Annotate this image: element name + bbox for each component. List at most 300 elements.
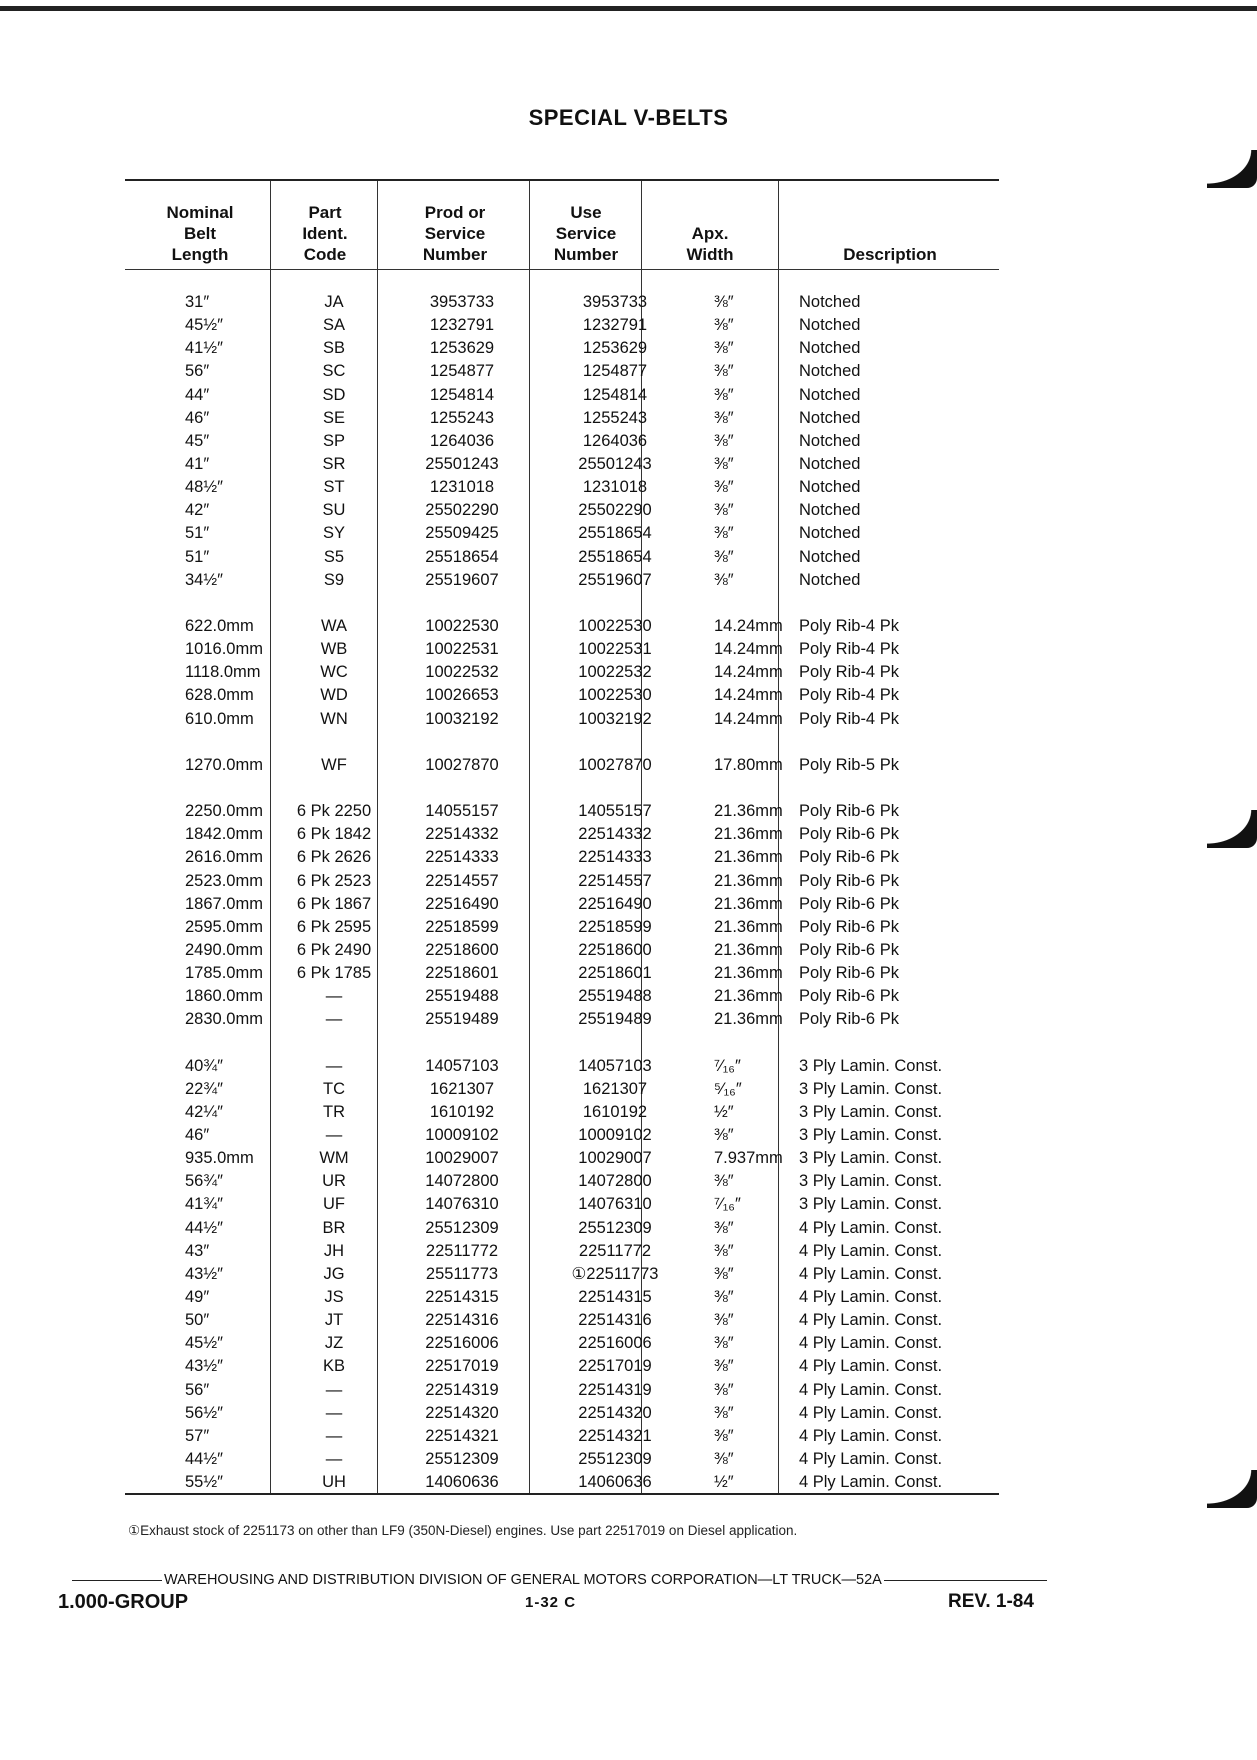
- prod-service-number-cell: 22514320: [425, 1403, 499, 1422]
- header-prod-service-number: Prod or Service Number: [422, 203, 488, 264]
- width-cell: 21.36mm: [714, 1010, 783, 1029]
- use-service-number-cell: 22514321: [578, 1426, 652, 1445]
- part-code-cell: JZ: [324, 1334, 344, 1353]
- description-cell: Notched: [799, 524, 861, 543]
- use-service-number-cell: 14057103: [578, 1056, 652, 1075]
- description-cell: Poly Rib-6 Pk: [799, 964, 899, 983]
- prod-service-number-cell: 1254814: [429, 385, 495, 404]
- description-cell: Poly Rib-6 Pk: [799, 848, 899, 867]
- use-service-number-cell: 1254814: [582, 385, 648, 404]
- part-code-cell: 6 Pk 2523: [296, 871, 372, 890]
- belt-length-cell: 51″: [185, 547, 210, 566]
- width-cell: ⅜″: [714, 1380, 734, 1399]
- part-code-cell: 6 Pk 2250: [296, 802, 372, 821]
- description-cell: Poly Rib-6 Pk: [799, 987, 899, 1006]
- belt-length-cell: 2523.0mm: [185, 871, 263, 890]
- group-spacer: [125, 592, 999, 615]
- part-code-cell: JG: [323, 1264, 345, 1283]
- belt-length-cell: 51″: [185, 524, 210, 543]
- width-cell: ⅜″: [714, 293, 734, 311]
- prod-service-number-cell: 10032192: [425, 709, 499, 728]
- prod-service-number-cell: 10029007: [425, 1149, 499, 1168]
- prod-service-number-cell: 10022532: [425, 663, 499, 682]
- prod-service-number-cell: 22518600: [425, 940, 499, 959]
- width-cell: ⅜″: [714, 431, 734, 450]
- belt-length-cell: 41½″: [185, 339, 223, 358]
- width-cell: 14.24mm: [714, 640, 783, 659]
- top-rule: [0, 6, 1257, 11]
- description-cell: Poly Rib-6 Pk: [799, 802, 899, 821]
- use-service-number-cell: 22516006: [578, 1334, 652, 1353]
- belt-length-cell: 45″: [185, 431, 210, 450]
- width-cell: ⅜″: [714, 478, 734, 497]
- table-row: [125, 1055, 999, 1078]
- description-cell: Poly Rib-4 Pk: [799, 709, 899, 728]
- width-cell: 14.24mm: [714, 686, 783, 705]
- width-cell: ⅜″: [714, 362, 734, 381]
- description-cell: 3 Ply Lamin. Const.: [799, 1195, 943, 1214]
- width-cell: ⅜″: [714, 316, 734, 335]
- table-row: [125, 893, 999, 916]
- table-row: [125, 407, 999, 430]
- width-cell: 21.36mm: [714, 848, 783, 867]
- table-row: [125, 314, 999, 337]
- width-cell: ⅜″: [714, 1241, 734, 1260]
- prod-service-number-cell: 22511772: [425, 1241, 499, 1260]
- width-cell: ⅜″: [714, 1403, 734, 1422]
- use-service-number-cell: 22514315: [578, 1288, 652, 1307]
- table-row: [125, 337, 999, 360]
- width-cell: ⅜″: [714, 408, 734, 427]
- prod-service-number-cell: 14055157: [425, 802, 499, 821]
- table-row: [125, 708, 999, 731]
- table-row: [125, 430, 999, 453]
- use-service-number-cell: 10027870: [578, 755, 652, 774]
- footer-rule-left: [72, 1580, 162, 1581]
- width-cell: ⅜″: [714, 524, 734, 543]
- table-row: [125, 1124, 999, 1147]
- width-cell: 21.36mm: [714, 987, 783, 1006]
- description-cell: Poly Rib-6 Pk: [799, 894, 899, 913]
- table-row: [125, 546, 999, 569]
- belt-length-cell: 2616.0mm: [185, 848, 263, 867]
- belt-length-cell: 48½″: [185, 478, 223, 497]
- use-service-number-cell: 25512309: [578, 1450, 652, 1469]
- width-cell: ⅜″: [714, 1172, 734, 1191]
- width-cell: 14.24mm: [714, 616, 783, 635]
- use-service-number-cell: 25512309: [578, 1218, 652, 1237]
- use-service-number-cell: 10029007: [578, 1149, 652, 1168]
- part-code-cell: —: [325, 1056, 343, 1075]
- description-cell: 3 Ply Lamin. Const.: [799, 1149, 943, 1168]
- description-cell: Poly Rib-6 Pk: [799, 917, 899, 936]
- prod-service-number-cell: 22518599: [425, 917, 499, 936]
- use-service-number-cell: 22514316: [578, 1311, 652, 1330]
- part-code-cell: WC: [320, 663, 348, 682]
- prod-service-number-cell: 22514332: [425, 825, 499, 844]
- belt-length-cell: 622.0mm: [185, 616, 254, 635]
- belt-length-cell: 31″: [185, 293, 210, 311]
- table-row: [125, 1448, 999, 1471]
- table-row: [125, 1309, 999, 1332]
- header-use-service-number: Use Service Number: [553, 203, 619, 264]
- description-cell: Notched: [799, 501, 861, 520]
- description-cell: 4 Ply Lamin. Const.: [799, 1473, 943, 1492]
- belt-length-cell: 2830.0mm: [185, 1010, 263, 1029]
- width-cell: ⅜″: [714, 501, 734, 520]
- prod-service-number-cell: 25511773: [425, 1264, 499, 1283]
- belt-length-cell: 42¼″: [185, 1102, 223, 1121]
- table-row: [125, 1217, 999, 1240]
- width-cell: ⅜″: [714, 1426, 734, 1445]
- part-code-cell: SY: [322, 524, 345, 543]
- description-cell: Notched: [799, 570, 861, 589]
- belt-length-cell: 50″: [185, 1311, 210, 1330]
- prod-service-number-cell: 1231018: [429, 478, 495, 497]
- table-row: [125, 522, 999, 545]
- table-row: [125, 1425, 999, 1448]
- part-code-cell: SC: [322, 362, 346, 381]
- table-row: [125, 916, 999, 939]
- table-row: [125, 846, 999, 869]
- belt-length-cell: 49″: [185, 1288, 210, 1307]
- prod-service-number-cell: 22514321: [425, 1426, 499, 1445]
- width-cell: ⅜″: [714, 385, 734, 404]
- belt-length-cell: 2250.0mm: [185, 802, 263, 821]
- part-code-cell: SE: [322, 408, 345, 427]
- use-service-number-cell: 10009102: [578, 1126, 652, 1145]
- description-cell: 4 Ply Lamin. Const.: [799, 1264, 943, 1283]
- table-row: [125, 1170, 999, 1193]
- part-code-cell: SD: [322, 385, 346, 404]
- belt-length-cell: 56¾″: [185, 1172, 223, 1191]
- part-code-cell: —: [325, 1403, 343, 1422]
- belt-length-cell: 628.0mm: [185, 686, 254, 705]
- use-service-number-cell: 14060636: [578, 1473, 652, 1492]
- binder-hole-middle: [1207, 810, 1257, 848]
- belt-length-cell: 57″: [185, 1426, 210, 1445]
- description-cell: Notched: [799, 431, 861, 450]
- description-cell: 4 Ply Lamin. Const.: [799, 1380, 943, 1399]
- table-row: [125, 985, 999, 1008]
- belt-length-cell: 46″: [185, 1126, 210, 1145]
- description-cell: 3 Ply Lamin. Const.: [799, 1172, 943, 1191]
- prod-service-number-cell: 1264036: [429, 431, 495, 450]
- part-code-cell: —: [325, 1126, 343, 1145]
- prod-service-number-cell: 1610192: [429, 1102, 495, 1121]
- prod-service-number-cell: 14072800: [425, 1172, 499, 1191]
- table-row: [125, 1332, 999, 1355]
- prod-service-number-cell: 1255243: [429, 408, 495, 427]
- footnote: ①Exhaust stock of 2251173 on other than LF9 (350N-Diesel) engines. Use part 22517019 on Diesel application.: [128, 1523, 798, 1538]
- prod-service-number-cell: 1621307: [429, 1079, 495, 1098]
- table-row: [125, 754, 999, 777]
- width-cell: ⅜″: [714, 1357, 734, 1376]
- prod-service-number-cell: 10022531: [425, 640, 499, 659]
- width-cell: ⅜″: [714, 1450, 734, 1469]
- belt-length-cell: 44″: [185, 385, 210, 404]
- use-service-number-cell: 22518601: [578, 964, 652, 983]
- prod-service-number-cell: 14076310: [425, 1195, 499, 1214]
- prod-service-number-cell: 25509425: [425, 524, 499, 543]
- group-label: 1.000-GROUP: [58, 1591, 189, 1613]
- part-code-cell: SR: [322, 454, 346, 473]
- prod-service-number-cell: 25519489: [425, 1010, 499, 1029]
- prod-service-number-cell: 22514333: [425, 848, 499, 867]
- table-row: [125, 1008, 999, 1031]
- width-cell: ⁵⁄₁₆″: [714, 1079, 742, 1098]
- width-cell: ⅜″: [714, 547, 734, 566]
- part-code-cell: 6 Pk 1785: [296, 964, 372, 983]
- part-code-cell: KB: [322, 1357, 345, 1376]
- use-service-number-cell: 1254877: [582, 362, 648, 381]
- part-code-cell: 6 Pk 2595: [296, 917, 372, 936]
- revision-label: REV. 1-84: [948, 1591, 1034, 1612]
- prod-service-number-cell: 3953733: [429, 293, 495, 311]
- use-service-number-cell: 25501243: [578, 454, 652, 473]
- use-service-number-cell: 14055157: [578, 802, 652, 821]
- table-row: [125, 1379, 999, 1402]
- belt-length-cell: 1270.0mm: [185, 755, 263, 774]
- description-cell: Poly Rib-5 Pk: [799, 755, 899, 774]
- description-cell: Notched: [799, 339, 861, 358]
- table-row: [125, 615, 999, 638]
- belt-length-cell: 2595.0mm: [185, 917, 263, 936]
- width-cell: 7.937mm: [714, 1149, 783, 1168]
- belt-length-cell: 41¾″: [185, 1195, 223, 1214]
- description-cell: 4 Ply Lamin. Const.: [799, 1218, 943, 1237]
- part-code-cell: SA: [322, 316, 345, 335]
- description-cell: Poly Rib-4 Pk: [799, 663, 899, 682]
- use-service-number-cell: 10022532: [578, 663, 652, 682]
- description-cell: Notched: [799, 478, 861, 497]
- belt-length-cell: 42″: [185, 501, 210, 520]
- table-row: [125, 453, 999, 476]
- width-cell: ⅜″: [714, 1311, 734, 1330]
- division-line: [72, 1572, 1047, 1588]
- part-code-cell: UF: [323, 1195, 345, 1214]
- part-code-cell: UR: [322, 1172, 346, 1191]
- prod-service-number-cell: 10027870: [425, 755, 499, 774]
- prod-service-number-cell: 14057103: [425, 1056, 499, 1075]
- table-row: [125, 1240, 999, 1263]
- part-code-cell: WA: [321, 616, 347, 635]
- width-cell: ½″: [714, 1473, 734, 1492]
- part-code-cell: —: [325, 987, 343, 1006]
- footer-rule-right: [884, 1580, 1047, 1581]
- description-cell: Poly Rib-4 Pk: [799, 616, 899, 635]
- description-cell: Poly Rib-6 Pk: [799, 940, 899, 959]
- table-row: [125, 1286, 999, 1309]
- width-cell: 21.36mm: [714, 894, 783, 913]
- part-code-cell: —: [325, 1010, 343, 1029]
- belt-length-cell: 44½″: [185, 1218, 223, 1237]
- belt-length-cell: 22¾″: [185, 1079, 223, 1098]
- part-code-cell: WM: [319, 1149, 349, 1168]
- width-cell: ⅜″: [714, 454, 734, 473]
- table-row: [125, 476, 999, 499]
- use-service-number-cell: 14072800: [578, 1172, 652, 1191]
- width-cell: ⅜″: [714, 570, 734, 589]
- binder-hole-top: [1207, 150, 1257, 188]
- description-cell: 3 Ply Lamin. Const.: [799, 1079, 943, 1098]
- belt-length-cell: 56½″: [185, 1403, 223, 1422]
- width-cell: 14.24mm: [714, 663, 783, 682]
- width-cell: ⁷⁄₁₆″: [714, 1195, 741, 1214]
- use-service-number-cell: 22514333: [578, 848, 652, 867]
- width-cell: ⅜″: [714, 339, 734, 358]
- part-code-cell: WF: [321, 755, 347, 774]
- part-code-cell: —: [325, 1380, 343, 1399]
- use-service-number-cell: 1231018: [582, 478, 648, 497]
- use-service-number-cell: 25502290: [578, 501, 652, 520]
- description-cell: Poly Rib-6 Pk: [799, 1010, 899, 1029]
- use-service-number-cell: 22518600: [578, 940, 652, 959]
- belt-length-cell: 56″: [185, 362, 210, 381]
- header-width: Apx. Width: [686, 224, 734, 264]
- description-cell: Notched: [799, 454, 861, 473]
- description-cell: Poly Rib-6 Pk: [799, 871, 899, 890]
- part-code-cell: 6 Pk 2626: [296, 848, 372, 867]
- prod-service-number-cell: 25519607: [425, 570, 499, 589]
- prod-service-number-cell: 22517019: [425, 1357, 499, 1376]
- prod-service-number-cell: 1232791: [429, 316, 495, 335]
- table-row: [125, 962, 999, 985]
- prod-service-number-cell: 22516006: [425, 1334, 499, 1353]
- belt-length-cell: 1785.0mm: [185, 964, 263, 983]
- width-cell: 17.80mm: [714, 755, 783, 774]
- belt-length-cell: 46″: [185, 408, 210, 427]
- part-code-cell: —: [325, 1450, 343, 1469]
- prod-service-number-cell: 22514316: [425, 1311, 499, 1330]
- use-service-number-cell: 1610192: [582, 1102, 648, 1121]
- width-cell: ⅜″: [714, 1218, 734, 1237]
- description-cell: Poly Rib-4 Pk: [799, 640, 899, 659]
- belt-length-cell: 2490.0mm: [185, 940, 263, 959]
- use-service-number-cell: 25519488: [578, 987, 652, 1006]
- prod-service-number-cell: 1253629: [429, 339, 495, 358]
- description-cell: 3 Ply Lamin. Const.: [799, 1102, 943, 1121]
- belt-length-cell: 43½″: [185, 1264, 223, 1283]
- table-row: [125, 800, 999, 823]
- use-service-number-cell: 1253629: [582, 339, 648, 358]
- width-cell: ⅜″: [714, 1288, 734, 1307]
- width-cell: ⅜″: [714, 1126, 734, 1145]
- use-service-number-cell: 10032192: [578, 709, 652, 728]
- use-service-number-cell: 22516490: [578, 894, 652, 913]
- use-service-number-cell: 25518654: [578, 524, 652, 543]
- table-row: [125, 1147, 999, 1170]
- description-cell: Notched: [799, 362, 861, 381]
- part-code-cell: JS: [324, 1288, 344, 1307]
- width-cell: 21.36mm: [714, 940, 783, 959]
- table-row: [125, 1355, 999, 1378]
- part-code-cell: UH: [322, 1473, 346, 1492]
- use-service-number-cell: 10022530: [578, 616, 652, 635]
- header-belt-length: Nominal Belt Length: [166, 203, 234, 264]
- table-row: [125, 1193, 999, 1216]
- table-body: [125, 291, 999, 1494]
- table-row: [125, 684, 999, 707]
- use-service-number-cell: 25519489: [578, 1010, 652, 1029]
- belt-length-cell: 1867.0mm: [185, 894, 263, 913]
- use-service-number-cell: ①22511773: [571, 1264, 659, 1283]
- group-spacer: [125, 777, 999, 800]
- prod-service-number-cell: 25518654: [425, 547, 499, 566]
- prod-service-number-cell: 25512309: [425, 1450, 499, 1469]
- width-cell: ⅜″: [714, 1264, 734, 1283]
- table-row: [125, 360, 999, 383]
- use-service-number-cell: 22518599: [578, 917, 652, 936]
- belt-length-cell: 1118.0mm: [185, 663, 261, 682]
- binder-hole-bottom: [1207, 1470, 1257, 1508]
- part-code-cell: JA: [324, 293, 344, 311]
- description-cell: 3 Ply Lamin. Const.: [799, 1126, 943, 1145]
- page-number: 1-32 C: [525, 1594, 577, 1611]
- part-code-cell: TR: [323, 1102, 345, 1121]
- width-cell: ½″: [714, 1102, 734, 1121]
- part-code-cell: S5: [323, 547, 345, 566]
- belt-length-cell: 55½″: [185, 1473, 223, 1492]
- division-text: WAREHOUSING AND DISTRIBUTION DIVISION OF GENERAL MOTORS CORPORATION—LT TRUCK—52A: [164, 1572, 882, 1588]
- belt-length-cell: 56″: [185, 1380, 210, 1399]
- table-row: [125, 939, 999, 962]
- belt-length-cell: 43½″: [185, 1357, 223, 1376]
- prod-service-number-cell: 10026653: [425, 686, 499, 705]
- part-code-cell: SU: [322, 501, 346, 520]
- description-cell: 4 Ply Lamin. Const.: [799, 1426, 943, 1445]
- description-cell: 4 Ply Lamin. Const.: [799, 1334, 943, 1353]
- belt-length-cell: 1842.0mm: [185, 825, 263, 844]
- belt-length-cell: 1860.0mm: [185, 987, 263, 1006]
- width-cell: 21.36mm: [714, 871, 783, 890]
- use-service-number-cell: 14076310: [578, 1195, 652, 1214]
- belt-length-cell: 45½″: [185, 1334, 223, 1353]
- description-cell: 4 Ply Lamin. Const.: [799, 1450, 943, 1469]
- header-part-code: Part Ident. Code: [302, 203, 348, 264]
- use-service-number-cell: 22514557: [578, 871, 652, 890]
- width-cell: 21.36mm: [714, 964, 783, 983]
- part-code-cell: JH: [323, 1241, 345, 1260]
- belt-length-cell: 34½″: [185, 570, 223, 589]
- use-service-number-cell: 1621307: [582, 1079, 648, 1098]
- part-code-cell: 6 Pk 1842: [296, 825, 372, 844]
- belt-length-cell: 45½″: [185, 316, 223, 335]
- prod-service-number-cell: 22514315: [425, 1288, 499, 1307]
- part-code-cell: JT: [324, 1311, 344, 1330]
- part-code-cell: SP: [322, 431, 345, 450]
- belt-length-cell: 44½″: [185, 1450, 223, 1469]
- description-cell: Poly Rib-4 Pk: [799, 686, 899, 705]
- description-cell: Notched: [799, 316, 861, 335]
- width-cell: 21.36mm: [714, 802, 783, 821]
- width-cell: 21.36mm: [714, 917, 783, 936]
- use-service-number-cell: 1255243: [582, 408, 648, 427]
- part-code-cell: BR: [322, 1218, 346, 1237]
- prod-service-number-cell: 25519488: [425, 987, 499, 1006]
- part-code-cell: 6 Pk 1867: [296, 894, 372, 913]
- part-code-cell: —: [325, 1426, 343, 1445]
- use-service-number-cell: 22517019: [578, 1357, 652, 1376]
- use-service-number-cell: 3953733: [582, 293, 648, 311]
- part-code-cell: WN: [320, 709, 348, 728]
- table-row: [125, 1402, 999, 1425]
- use-service-number-cell: 25519607: [578, 570, 652, 589]
- prod-service-number-cell: 22514557: [425, 871, 499, 890]
- width-cell: ⁷⁄₁₆″: [714, 1056, 741, 1075]
- description-cell: 4 Ply Lamin. Const.: [799, 1403, 943, 1422]
- prod-service-number-cell: 10022530: [425, 616, 499, 635]
